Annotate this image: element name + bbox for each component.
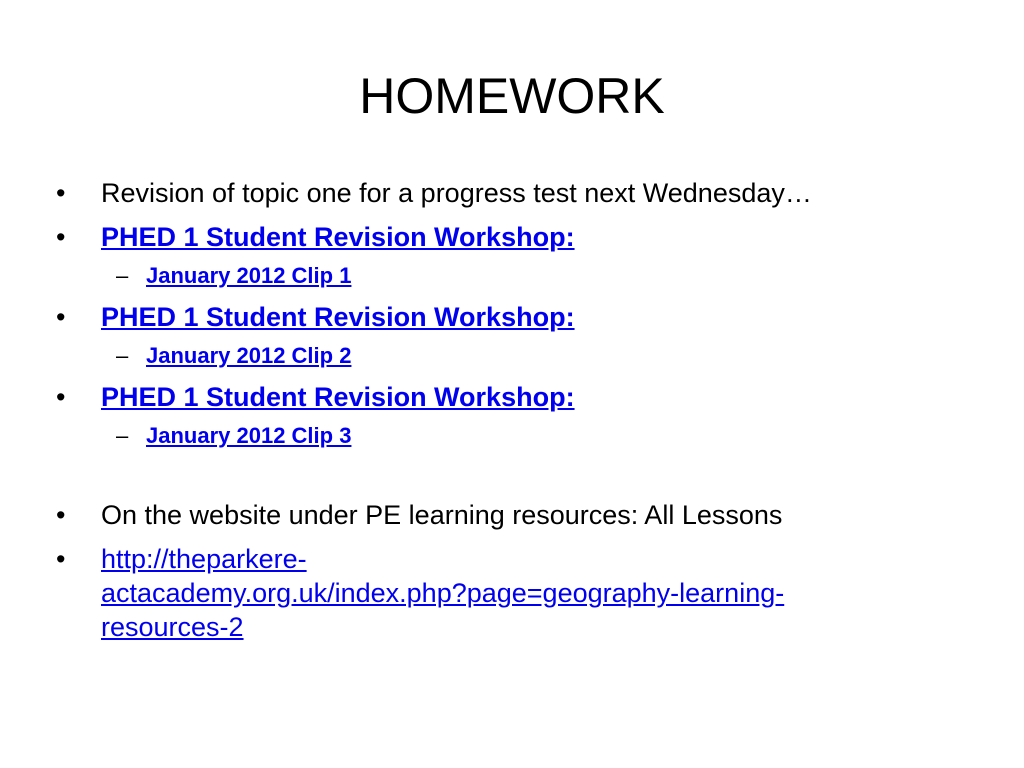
dash-icon: – <box>116 423 129 448</box>
clip-link-3[interactable]: January 2012 Clip 3 <box>146 423 352 448</box>
bullet-text: Revision of topic one for a progress test next Wednesday… <box>101 178 812 208</box>
workshop-link-3[interactable]: PHED 1 Student Revision Workshop: <box>101 382 575 412</box>
bullet-text: On the website under PE learning resources: All Lessons <box>101 500 783 530</box>
bullet-icon: • <box>56 544 66 574</box>
dash-icon: – <box>116 263 129 288</box>
website-link-line-1: http://theparkere- <box>101 544 307 574</box>
workshop-link-1[interactable]: PHED 1 Student Revision Workshop: <box>101 222 575 252</box>
clip-link-1[interactable]: January 2012 Clip 1 <box>146 263 352 288</box>
website-link-line-3: resources-2 <box>101 612 244 642</box>
slide-title: HOMEWORK <box>359 68 665 124</box>
bullet-icon: • <box>56 382 66 412</box>
dash-icon: – <box>116 343 129 368</box>
bullet-icon: • <box>56 178 66 208</box>
clip-link-2[interactable]: January 2012 Clip 2 <box>146 343 352 368</box>
bullet-icon: • <box>56 302 66 332</box>
website-link-line-2: actacademy.org.uk/index.php?page=geography-learning- <box>101 578 785 608</box>
bullet-icon: • <box>56 222 66 252</box>
website-link[interactable] <box>101 542 784 644</box>
workshop-link-2[interactable]: PHED 1 Student Revision Workshop: <box>101 302 575 332</box>
bullet-icon: • <box>56 500 66 530</box>
